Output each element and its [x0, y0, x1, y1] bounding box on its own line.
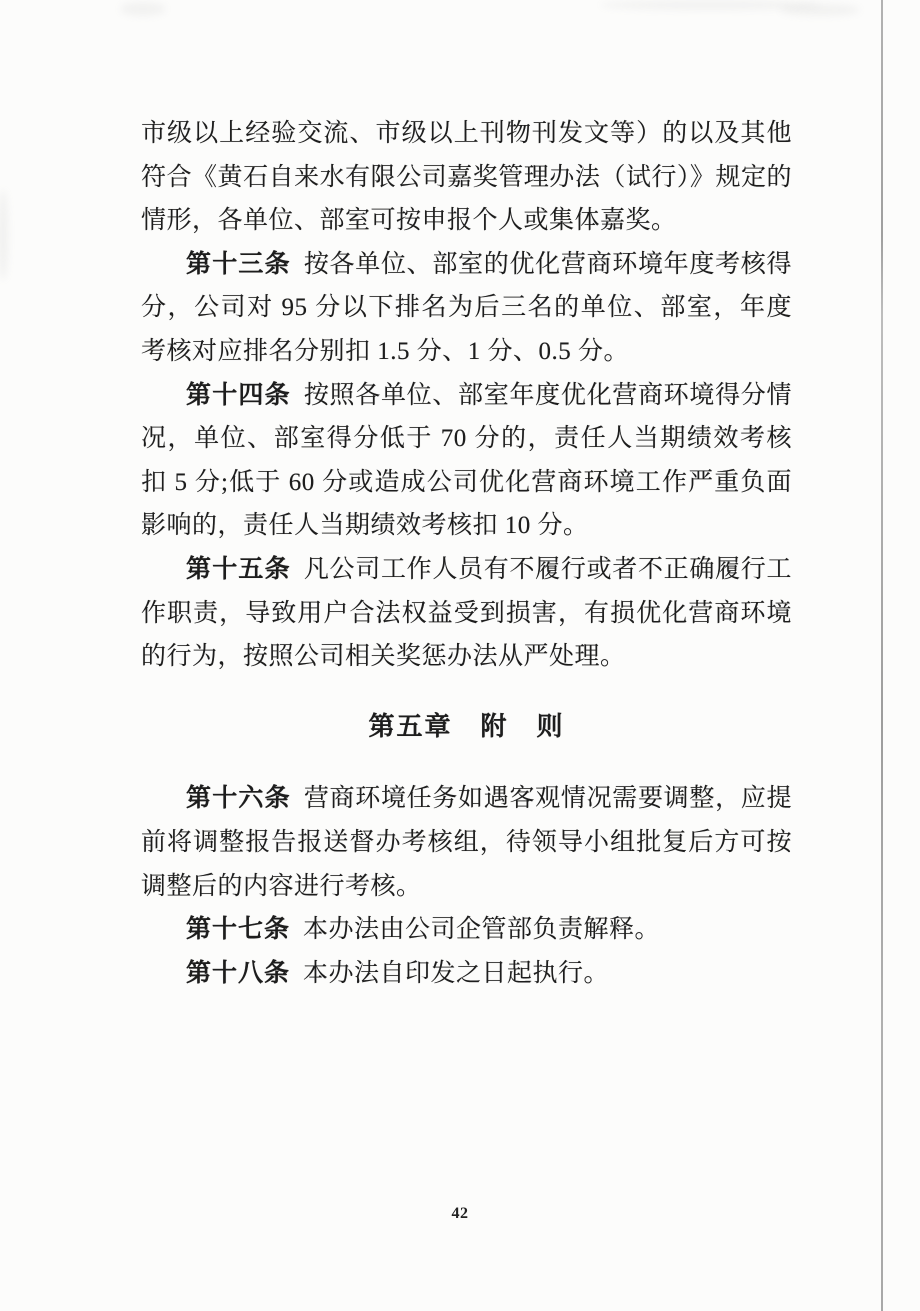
article-number: 第十三条 [186, 250, 291, 278]
article-text: 按各单位、部室的优化营商环境年度考核得分，公司对 95 分以下排名为后三名的单位、部室，年度考核对应排名分别扣 1.5 分、1 分、0.5 分。 [141, 250, 792, 365]
scan-artifact-smudge [0, 190, 8, 280]
article-text: 本办法由公司企管部负责解释。 [303, 916, 661, 944]
page-number: 42 [451, 1205, 469, 1222]
document-text-body [141, 112, 792, 995]
scan-artifact-smudge [780, 4, 860, 16]
article-paragraph-13 [141, 243, 792, 374]
continuation-paragraph [141, 112, 792, 243]
scan-edge-line [881, 0, 883, 1311]
article-number: 第十四条 [186, 381, 291, 409]
article-text: 本办法自印发之日起执行。 [303, 959, 610, 987]
scan-artifact-smudge [120, 2, 166, 16]
article-paragraph-16 [141, 777, 792, 908]
chapter-heading: 第五章 附 则 [368, 711, 565, 741]
article-text: 凡公司工作人员有不履行或者不正确履行工作职责，导致用户合法权益受到损害，有损优化营商环境的行为，按照公司相关奖惩办法从严处理。 [141, 555, 792, 671]
article-text: 营商环境任务如遇客观情况需要调整，应提前将调整报告报送督办考核组，待领导小组批复后方可按调整后的内容进行考核。 [141, 785, 792, 900]
article-text: 按照各单位、部室年度优化营商环境得分情况，单位、部室得分低于 70 分的，责任人当期绩效考核扣 5 分;低于 60 分或造成公司优化营商环境工作严重负面影响的，责任人当期绩效考核扣 10 分。 [141, 381, 792, 540]
article-number: 第十六条 [186, 785, 291, 813]
article-paragraph-14 [141, 374, 792, 548]
article-paragraph-15 [141, 548, 792, 679]
paragraph-text: 市级以上经验交流、市级以上刊物刊发文等）的以及其他符合《黄石自来水有限公司嘉奖管理办法（试行）》规定的情形，各单位、部室可按申报个人或集体嘉奖。 [141, 120, 792, 235]
article-number: 第十七条 [186, 916, 291, 944]
article-paragraph-18 [141, 952, 792, 996]
article-paragraph-17 [141, 908, 792, 952]
article-number: 第十八条 [186, 959, 291, 987]
article-number: 第十五条 [186, 555, 291, 583]
